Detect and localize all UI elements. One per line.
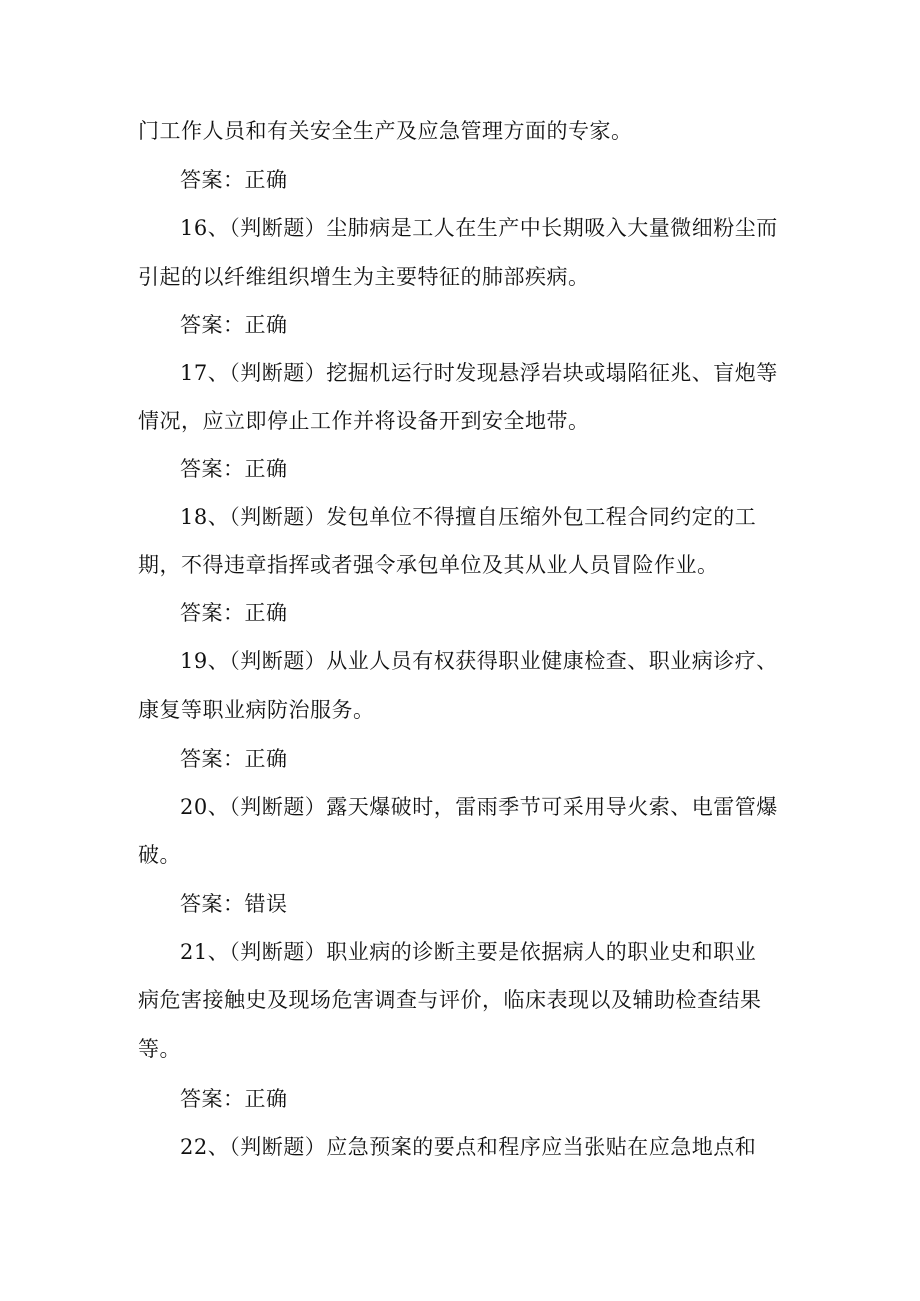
question-21-line-1: 21、（判断题）职业病的诊断主要是依据病人的职业史和职业 [180, 940, 757, 964]
question-20-line-2: 破。 [138, 843, 181, 867]
question-17-line-2: 情况，应立即停止工作并将设备开到安全地带。 [138, 409, 590, 433]
question-18-line-1: 18、（判断题）发包单位不得擅自压缩外包工程合同约定的工 [180, 505, 757, 529]
question-19-line-1: 19、（判断题）从业人员有权获得职业健康检查、职业病诊疗、 [180, 649, 778, 673]
question-16-line-1: 16、（判断题）尘肺病是工人在生产中长期吸入大量微细粉尘而 [180, 216, 778, 240]
answer-16: 答案：正确 [180, 313, 288, 337]
answer-21: 答案：正确 [180, 1087, 288, 1111]
answer-line: 答案：正确 [180, 168, 288, 192]
question-20-line-1: 20、（判断题）露天爆破时，雷雨季节可采用导火索、电雷管爆 [180, 795, 778, 819]
question-19-line-2: 康复等职业病防治服务。 [138, 698, 375, 722]
question-17-line-1: 17、（判断题）挖掘机运行时发现悬浮岩块或塌陷征兆、盲炮等 [180, 361, 778, 385]
question-18-line-2: 期，不得违章指挥或者强令承包单位及其从业人员冒险作业。 [138, 553, 719, 577]
answer-20: 答案：错误 [180, 892, 288, 916]
intro-tail-line: 门工作人员和有关安全生产及应急管理方面的专家。 [138, 119, 633, 143]
question-16-line-2: 引起的以纤维组织增生为主要特征的肺部疾病。 [138, 265, 590, 289]
answer-18: 答案：正确 [180, 601, 288, 625]
question-22-line-1: 22、（判断题）应急预案的要点和程序应当张贴在应急地点和 [180, 1135, 757, 1159]
question-21-line-3: 等。 [138, 1037, 181, 1061]
question-21-line-2: 病危害接触史及现场危害调查与评价，临床表现以及辅助检查结果 [138, 988, 762, 1012]
answer-19: 答案：正确 [180, 747, 288, 771]
answer-17: 答案：正确 [180, 457, 288, 481]
